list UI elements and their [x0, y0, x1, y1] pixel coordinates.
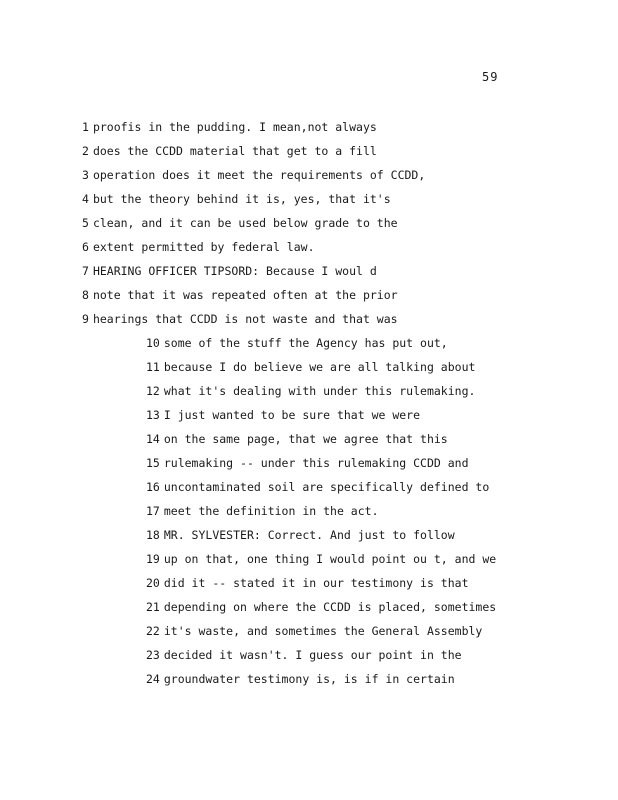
transcript-line-19 — [146, 549, 496, 569]
transcript-line-24 — [146, 669, 455, 689]
line-number: 3 — [82, 168, 89, 182]
line-number: 7 — [82, 264, 89, 278]
line-number: 17 — [146, 504, 160, 518]
line-number: 10 — [146, 336, 160, 350]
line-text: operation does it meet the requirements of CCDD, — [92, 168, 426, 182]
transcript-line-12 — [146, 381, 475, 401]
transcript-line-4 — [82, 189, 391, 209]
transcript-line-7 — [82, 261, 377, 281]
line-text: did it -- stated it in our testimony is that — [163, 576, 469, 590]
line-text: but the theory behind it is, yes, that it's — [92, 192, 391, 206]
line-text: because I do believe we are all talking about — [163, 360, 476, 374]
transcript-line-5 — [82, 213, 398, 233]
line-text: HEARING OFFICER TIPSORD: Because I woul d — [92, 264, 377, 278]
line-text: some of the stuff the Agency has put out, — [163, 336, 448, 350]
line-text: proofis in the pudding. I mean,not always — [92, 120, 377, 134]
transcript-line-16 — [146, 477, 489, 497]
line-number: 4 — [82, 192, 89, 206]
transcript-line-6 — [82, 237, 315, 257]
transcript-line-9 — [82, 309, 398, 329]
transcript-line-2 — [82, 141, 377, 161]
line-number: 22 — [146, 624, 160, 638]
line-number: 6 — [82, 240, 89, 254]
line-number: 5 — [82, 216, 89, 230]
line-number: 9 — [82, 312, 89, 326]
line-number: 14 — [146, 432, 160, 446]
line-number: 24 — [146, 672, 160, 686]
transcript-line-14 — [146, 429, 448, 449]
transcript-line-18 — [146, 525, 455, 545]
line-number: 16 — [146, 480, 160, 494]
line-text: what it's dealing with under this rulemaking. — [163, 384, 476, 398]
line-number: 1 — [82, 120, 89, 134]
line-number: 12 — [146, 384, 160, 398]
line-text: decided it wasn't. I guess our point in the — [163, 648, 462, 662]
transcript-line-15 — [146, 453, 469, 473]
line-text: does the CCDD material that get to a fill — [92, 144, 377, 158]
line-text: groundwater testimony is, is if in certain — [163, 672, 455, 686]
line-text: meet the definition in the act. — [163, 504, 379, 518]
line-text: up on that, one thing I would point ou t, and we — [163, 552, 497, 566]
line-text: I just wanted to be sure that we were — [163, 408, 421, 422]
transcript-line-22 — [146, 621, 482, 641]
line-number: 20 — [146, 576, 160, 590]
transcript-line-1 — [82, 117, 377, 137]
transcript-line-8 — [82, 285, 398, 305]
line-number: 18 — [146, 528, 160, 542]
transcript-line-10 — [146, 333, 448, 353]
transcript-line-13 — [146, 405, 420, 425]
transcript-line-17 — [146, 501, 379, 521]
line-number: 15 — [146, 456, 160, 470]
line-text: extent permitted by federal law. — [92, 240, 315, 254]
line-number: 19 — [146, 552, 160, 566]
line-text: clean, and it can be used below grade to the — [92, 216, 398, 230]
line-text: hearings that CCDD is not waste and that was — [92, 312, 398, 326]
line-number: 21 — [146, 600, 160, 614]
line-text: on the same page, that we agree that this — [163, 432, 448, 446]
line-text: uncontaminated soil are specifically defined to — [163, 480, 490, 494]
transcript-line-11 — [146, 357, 475, 377]
line-text: MR. SYLVESTER: Correct. And just to follow — [163, 528, 455, 542]
line-text: depending on where the CCDD is placed, sometimes — [163, 600, 497, 614]
transcript-line-3 — [82, 165, 425, 185]
line-number: 2 — [82, 144, 89, 158]
line-number: 13 — [146, 408, 160, 422]
line-text: it's waste, and sometimes the General Assembly — [163, 624, 483, 638]
line-number: 23 — [146, 648, 160, 662]
line-text: rulemaking -- under this rulemaking CCDD and — [163, 456, 469, 470]
line-number: 11 — [146, 360, 160, 374]
line-number: 8 — [82, 288, 89, 302]
page-number: 59 — [482, 70, 499, 84]
transcript-line-20 — [146, 573, 469, 593]
line-text: note that it was repeated often at the prior — [92, 288, 398, 302]
transcript-line-23 — [146, 645, 462, 665]
transcript-line-21 — [146, 597, 496, 617]
